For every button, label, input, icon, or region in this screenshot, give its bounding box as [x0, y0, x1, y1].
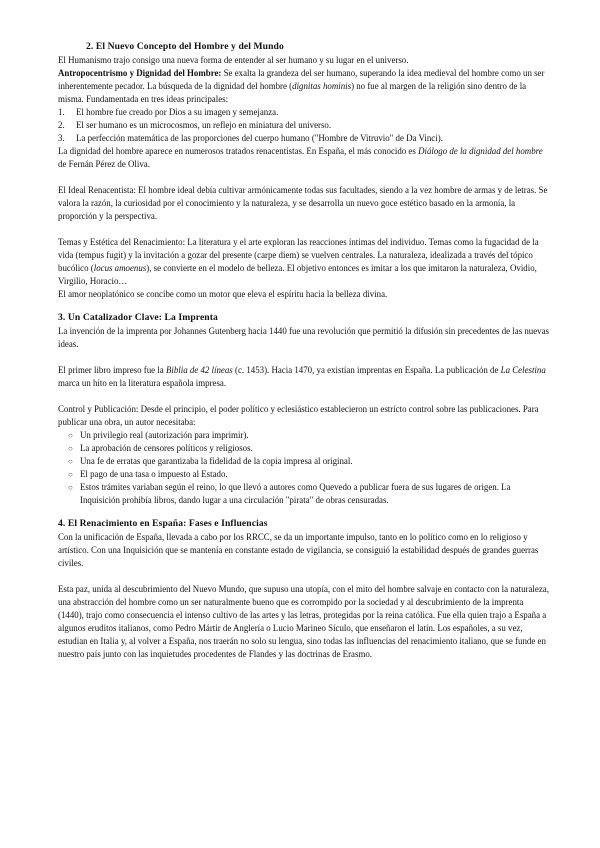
biblia-title: Biblia de 42 líneas: [165, 365, 233, 375]
requirements-list: [58, 429, 550, 507]
list-item: [68, 481, 550, 507]
temas-label: Temas y Estética del Renacimiento:: [58, 237, 186, 247]
antropocentrismo-label: Antropocentrismo y Dignidad del Hombre:: [58, 68, 222, 78]
locus-amoenus: locus amoenus: [93, 263, 147, 273]
control-label: Control y Publicación:: [58, 404, 139, 414]
list-text: El ser humano es un microcosmos, un reflejo en miniatura del universo.: [76, 120, 332, 130]
list-text: Estos trámites variaban según el reino, lo que llevó a autores como Quevedo a publicar fuera de sus lugares de origen. La Inquisición prohibía libros, dando lugar a una circulación "pirata" de obras censuradas.: [80, 482, 511, 505]
bullet-icon: ○: [68, 483, 73, 492]
section-2-intro: El Humanismo trajo consigo una nueva forma de entender al ser humano y su lugar en el universo.: [58, 55, 409, 65]
celestina-title: La Celestina: [500, 365, 546, 375]
list-number: 3.: [58, 133, 65, 143]
dignidad-text-2: de Fernán Pérez de Oliva.: [58, 159, 150, 169]
temas-text: La literatura y el arte exploran las reacciones íntimas del individuo. Temas como la fugacidad de la vida (tempus fugit) y la invitación a gozar del presente (carpe diem) se vuelven centrales. La naturaleza, idealizada a través del tópico bucólico (: [58, 237, 539, 273]
list-item: [68, 429, 550, 442]
principal-ideas-list: [58, 106, 550, 145]
list-text: El hombre fue creado por Dios a su imagen y semejanza.: [76, 107, 279, 117]
biblia-text: El primer libro impreso fue la: [58, 365, 166, 375]
list-text: Un privilegio real (autorización para imprimir).: [80, 430, 249, 440]
list-number: 1.: [58, 107, 65, 117]
section-4-paragraph-1: Con la unificación de España, llevada a cabo por los RRCC, se da un importante impulso, tanto en lo político como en lo religioso y artístico. Con una Inquisición que se mantenía en constante estado de vigilancia, se consiguió la estabilidad después de grandes guerras civiles.: [58, 532, 539, 568]
temas-text-2: ), se convierte en el modelo de belleza. El objetivo entonces es imitar a los que imitaron la naturaleza, Ovidio, Virgilio, Horacio…: [58, 263, 537, 286]
control-paragraph: [58, 403, 550, 429]
section-4-title: 4. El Renacimiento en España: Fases e Influencias: [58, 518, 268, 529]
section-3-intro: La invención de la imprenta por Johannes Gutenberg hacia 1440 fue una revolución que permitió la difusión sin precedentes de las nuevas ideas.: [58, 326, 550, 349]
control-text: Desde el principio, el poder político y eclesiástico establecieron un estricto control sobre las publicaciones. Para publicar una obra, un autor necesitaba:: [58, 404, 539, 427]
bullet-icon: ○: [68, 431, 73, 440]
dignidad-text: La dignidad del hombre aparece en numerosos tratados renacentistas. En España, el más conocido es: [58, 146, 419, 156]
antropocentrismo-text-2: ) no fue al margen de la religión sino dentro de la misma. Fundamentada en tres ideas principales:: [58, 81, 527, 104]
bullet-icon: ○: [68, 470, 73, 479]
bullet-icon: ○: [68, 457, 73, 466]
dignidad-paragraph: [58, 145, 550, 171]
ideal-text: El hombre ideal debía cultivar armónicamente todas sus facultades, siendo a la vez hombre de armas y de letras. Se valora la razón, la curiosidad por el conocimiento y la naturaleza, y se desarrolla un nuevo goce estético basado en la armonía, la proporción y la perspectiva.: [58, 185, 548, 221]
list-item: [58, 132, 550, 145]
section-2-title: 2. El Nuevo Concepto del Hombre y del Mundo: [86, 41, 284, 52]
biblia-text-2: (c. 1453). Hacia 1470, ya existían imprentas en España. La publicación de: [232, 365, 501, 375]
list-text: El pago de una tasa o impuesto al Estado.: [80, 469, 228, 479]
list-text: La perfección matemática de las proporciones del cuerpo humano ("Hombre de Vitruvio" de Da Vinci).: [76, 133, 443, 143]
ideal-paragraph: [58, 184, 550, 223]
biblia-text-3: marca un hito en la literatura española impresa.: [58, 378, 227, 388]
list-item: [68, 468, 550, 481]
section-4-paragraph-2: Esta paz, unida al descubrimiento del Nuevo Mundo, que supuso una utopía, con el mito del hombre salvaje en contacto con la naturaleza, una abstracción del hombre como un ser naturalmente bueno que es corrompido por la sociedad y al descubrimiento de la imprenta (1440), trajo como consecuencia el intenso cultivo de las artes y las letras, protegidas por la reina católica. Fue ella quien trajo a España a algunos eruditos italianos, como Pedro Mártir de Anglería o Lucio Marineo Sículo, que enseñaron el latín. Los españoles, a su vez, estudian en Italia y, al volver a España, nos traerán no solo su lengua, sino todas las influencias del renacimiento italiano, que se funde en nuestro país junto con las inquietudes procedentes de Flandes y las doctrinas de Erasmo.: [58, 584, 549, 659]
list-item: [58, 119, 550, 132]
dialogo-title: Diálogo de la dignidad del hombre: [418, 146, 543, 156]
bullet-icon: ○: [68, 444, 73, 453]
section-3-title: 3. Un Catalizador Clave: La Imprenta: [58, 312, 218, 323]
antropocentrismo-text: Se exalta la grandeza del ser humano, superando la idea medieval del hombre como un ser inherentemente pecador. La búsqueda de la dignidad del hombre (: [58, 68, 545, 91]
temas-paragraph: [58, 236, 550, 288]
list-item: [58, 106, 550, 119]
biblia-paragraph: [58, 364, 550, 390]
document-page: [58, 40, 550, 661]
list-item: [68, 455, 550, 468]
ideal-label: El Ideal Renacentista:: [58, 185, 136, 195]
list-text: La aprobación de censores políticos y religiosos.: [80, 443, 253, 453]
antropocentrismo-paragraph: [58, 67, 550, 106]
list-number: 2.: [58, 120, 65, 130]
list-text: Una fe de erratas que garantizaba la fidelidad de la copia impresa al original.: [80, 456, 353, 466]
list-item: [68, 442, 550, 455]
amor-paragraph: El amor neoplatónico se concibe como un motor que eleva el espíritu hacia la belleza divina.: [58, 289, 388, 299]
dignitas-hominis: dignitas hominis: [292, 81, 352, 91]
